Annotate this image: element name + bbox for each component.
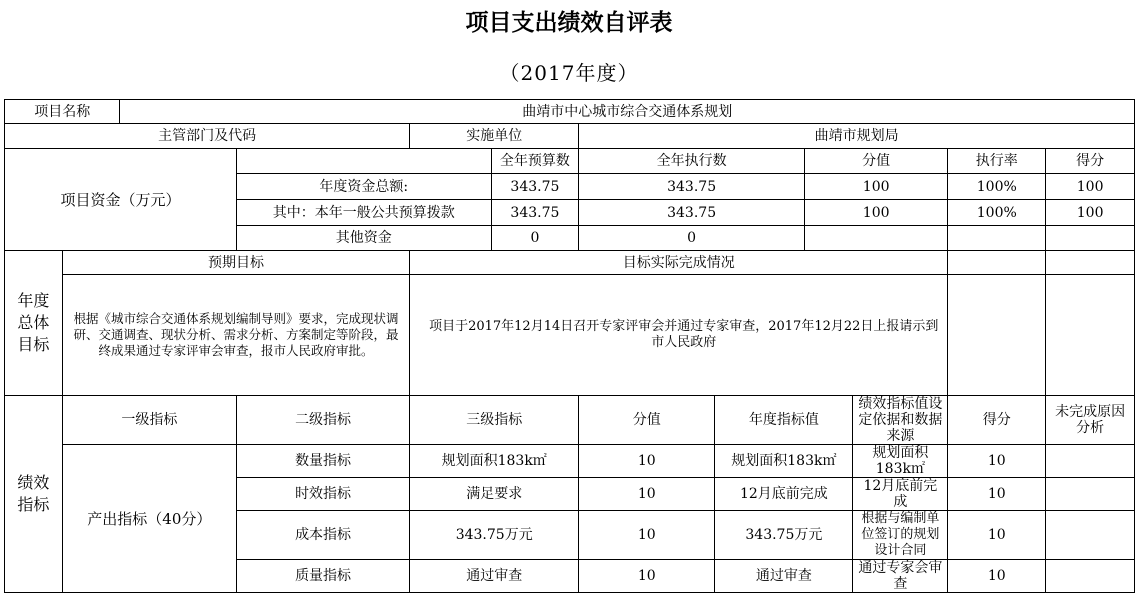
indicator-header: 二级指标 [236, 396, 409, 445]
level2-indicator: 时效指标 [236, 478, 409, 511]
funds-header-score-value: 分值 [805, 149, 948, 174]
funds-row-actual: 0 [579, 226, 805, 251]
indicator-basis: 规划面积183k㎡ [853, 445, 948, 478]
indicator-header: 一级指标 [62, 396, 236, 445]
performance-table [4, 99, 1135, 593]
actual-goal-label: 目标实际完成情况 [410, 251, 948, 275]
indicator-header: 三级指标 [410, 396, 579, 445]
annual-goal-label: 年度总体目标 [5, 251, 63, 396]
funds-row-label: 其中：本年一般公共预算拨款 [236, 200, 491, 226]
indicator-score: 10 [948, 511, 1046, 560]
impl-unit-value: 曲靖市规划局 [579, 124, 1135, 149]
actual-goal-text: 项目于2017年12月14日召开专家评审会并通过专家审查，2017年12月22日上报请示到市人民政府 [410, 275, 948, 396]
funds-row-score-value: 100 [805, 200, 948, 226]
indicator-header: 未完成原因分析 [1046, 396, 1135, 445]
indicator-points: 10 [579, 445, 715, 478]
page-title: 项目支出绩效自评表 [465, 10, 673, 36]
project-name-label: 项目名称 [5, 100, 120, 124]
indicator-reason [1046, 478, 1135, 511]
funds-row-budget: 343.75 [491, 200, 579, 226]
funds-header-budget: 全年预算数 [491, 149, 579, 174]
funds-header-score: 得分 [1046, 149, 1135, 174]
funds-row-rate: 100% [948, 174, 1046, 200]
level2-indicator: 成本指标 [236, 511, 409, 560]
page-subtitle: （2017年度） [499, 61, 639, 85]
funds-row-actual: 343.75 [579, 174, 805, 200]
indicator-target: 12月底前完成 [715, 478, 853, 511]
indicator-score: 10 [948, 560, 1046, 593]
funds-row-budget: 343.75 [491, 174, 579, 200]
level2-indicator: 数量指标 [236, 445, 409, 478]
impl-unit-label: 实施单位 [410, 124, 579, 149]
indicator-target: 规划面积183k㎡ [715, 445, 853, 478]
indicator-score: 10 [948, 445, 1046, 478]
funds-row-score: 100 [1046, 200, 1135, 226]
funds-row-label: 年度资金总额: [236, 174, 491, 200]
funds-header-blank [236, 149, 491, 174]
funds-row-budget: 0 [491, 226, 579, 251]
level3-indicator: 满足要求 [410, 478, 579, 511]
indicator-target: 通过审查 [715, 560, 853, 593]
expected-goal-label: 预期目标 [62, 251, 409, 275]
expected-goal-text: 根据《城市综合交通体系规划编制导则》要求，完成现状调研、交通调查、现状分析、需求分析、方案制定等阶段，最终成果通过专家评审会审查，报市人民政府审批。 [62, 275, 409, 396]
indicator-reason [1046, 560, 1135, 593]
indicators-label: 绩效指标 [5, 396, 63, 593]
indicator-points: 10 [579, 478, 715, 511]
indicator-target: 343.75万元 [715, 511, 853, 560]
indicator-header: 年度指标值 [715, 396, 853, 445]
funds-row-actual: 343.75 [579, 200, 805, 226]
indicator-points: 10 [579, 511, 715, 560]
level3-indicator: 通过审查 [410, 560, 579, 593]
funds-row-rate: 100% [948, 200, 1046, 226]
indicator-basis: 12月底前完成 [853, 478, 948, 511]
level3-indicator: 规划面积183k㎡ [410, 445, 579, 478]
funds-row-score [1046, 226, 1135, 251]
funds-header-actual: 全年执行数 [579, 149, 805, 174]
level2-indicator: 质量指标 [236, 560, 409, 593]
indicator-header: 分值 [579, 396, 715, 445]
project-name-value: 曲靖市中心城市综合交通体系规划 [120, 100, 1135, 124]
funds-header-rate: 执行率 [948, 149, 1046, 174]
level3-indicator: 343.75万元 [410, 511, 579, 560]
indicator-reason [1046, 445, 1135, 478]
indicator-points: 10 [579, 560, 715, 593]
indicator-reason [1046, 511, 1135, 560]
funds-row-label: 其他资金 [236, 226, 491, 251]
funds-row-rate [948, 226, 1046, 251]
goal-blank-cell [948, 275, 1046, 396]
goal-blank-cell [1046, 251, 1135, 275]
indicator-header: 得分 [948, 396, 1046, 445]
funds-row-score-value: 100 [805, 174, 948, 200]
goal-blank-cell [948, 251, 1046, 275]
indicator-basis: 通过专家会审查 [853, 560, 948, 593]
indicator-score: 10 [948, 478, 1046, 511]
indicator-header: 绩效指标值设定依据和数据来源 [853, 396, 948, 445]
funds-label: 项目资金（万元） [5, 149, 237, 251]
goal-blank-cell [1046, 275, 1135, 396]
indicator-basis: 根据与编制单位签订的规划设计合同 [853, 511, 948, 560]
funds-row-score-value [805, 226, 948, 251]
dept-label: 主管部门及代码 [5, 124, 410, 149]
level1-indicator: 产出指标（40分） [62, 445, 236, 593]
funds-row-score: 100 [1046, 174, 1135, 200]
